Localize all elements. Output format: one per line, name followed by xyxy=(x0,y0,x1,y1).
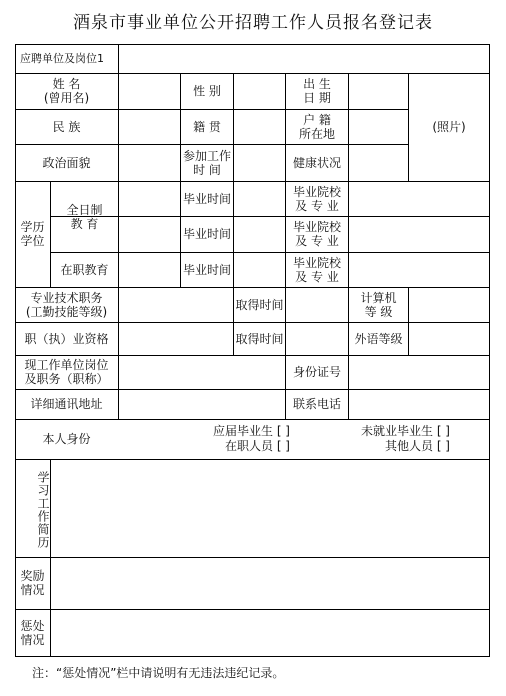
inservice-degree-input[interactable] xyxy=(119,252,180,287)
fulltime-degree-input-1[interactable] xyxy=(119,181,180,216)
applied-unit-label: 应聘单位及岗位1 xyxy=(20,51,104,65)
health-label: 健康状况 xyxy=(292,155,341,170)
grad-time-input-2[interactable] xyxy=(234,216,285,252)
opt-fresh-grad[interactable]: 应届毕业生 [ ] xyxy=(213,424,290,438)
grad-school-input-3[interactable] xyxy=(349,252,489,287)
hukou-label: 户 籍 所在地 xyxy=(298,112,335,141)
awards-label: 奖励 情况 xyxy=(20,569,45,597)
hukou-input[interactable] xyxy=(349,109,408,144)
grad-school-label-2: 毕业院校 及 专 业 xyxy=(292,220,341,248)
opt-other[interactable]: 其他人员 [ ] xyxy=(385,439,450,453)
fulltime-label: 全日制 教 育 xyxy=(66,202,103,231)
current-job-input[interactable] xyxy=(119,355,285,389)
grad-school-label-1: 毕业院校 及 专 业 xyxy=(292,184,341,213)
qualification-label: 职（执）业资格 xyxy=(24,331,109,346)
politics-input[interactable] xyxy=(119,144,180,181)
id-number-input[interactable] xyxy=(349,355,489,389)
tech-title-input[interactable] xyxy=(119,287,233,322)
grad-school-input-1[interactable] xyxy=(349,181,489,216)
obtain-time-label-1: 取得时间 xyxy=(235,297,284,312)
native-place-input[interactable] xyxy=(234,109,285,144)
applied-unit-input[interactable] xyxy=(119,44,489,73)
grad-time-label-3: 毕业时间 xyxy=(182,262,231,277)
address-label: 详细通讯地址 xyxy=(30,397,103,411)
current-job-label: 现工作单位岗位 及职务（职称） xyxy=(24,358,109,386)
grad-school-label-3: 毕业院校 及 专 业 xyxy=(292,255,341,284)
obtain-time-input-2[interactable] xyxy=(286,322,348,355)
birth-label: 出 生 日 期 xyxy=(303,77,331,105)
address-input[interactable] xyxy=(119,389,285,419)
ethnicity-label: 民 族 xyxy=(52,119,81,134)
inservice-label: 在职教育 xyxy=(60,262,109,277)
qualification-input[interactable] xyxy=(119,322,233,355)
name-input[interactable] xyxy=(119,73,180,109)
penalties-input[interactable] xyxy=(51,609,489,656)
computer-label: 计算机 等 级 xyxy=(360,290,397,319)
education-label: 学历 学位 xyxy=(20,220,45,248)
gender-input[interactable] xyxy=(234,73,285,109)
grad-time-input-3[interactable] xyxy=(234,252,285,287)
ethnicity-input[interactable] xyxy=(119,109,180,144)
name-label: 姓 名 (曾用名) xyxy=(43,77,90,105)
language-label: 外语等级 xyxy=(354,331,403,346)
politics-label: 政治面貌 xyxy=(42,155,91,170)
phone-label: 联系电话 xyxy=(292,397,341,411)
identity-label: 本人身份 xyxy=(42,432,91,446)
id-number-label: 身份证号 xyxy=(292,365,341,379)
resume-label: 学习工作简历 xyxy=(36,470,50,549)
grad-time-label-1: 毕业时间 xyxy=(182,191,231,206)
obtain-time-label-2: 取得时间 xyxy=(235,331,284,346)
grad-school-input-2[interactable] xyxy=(349,216,489,252)
obtain-time-input-1[interactable] xyxy=(286,287,348,322)
work-start-label: 参加工作 时 间 xyxy=(182,148,231,177)
grad-time-label-2: 毕业时间 xyxy=(182,227,231,241)
computer-input[interactable] xyxy=(409,287,489,322)
gender-label: 性 别 xyxy=(193,84,221,98)
tech-title-label: 专业技术职务 (工勤技能等级) xyxy=(25,290,108,319)
resume-input[interactable] xyxy=(51,459,489,557)
form-title: 酒泉市事业单位公开招聘工作人员报名登记表 xyxy=(73,13,433,33)
photo-box[interactable]: (照片) xyxy=(432,120,466,134)
health-input[interactable] xyxy=(349,144,408,181)
work-start-input[interactable] xyxy=(234,144,285,181)
opt-unemployed-grad[interactable]: 未就业毕业生 [ ] xyxy=(361,424,450,438)
penalties-label: 惩处 情况 xyxy=(20,618,45,647)
native-place-label: 籍 贯 xyxy=(193,119,221,134)
phone-input[interactable] xyxy=(349,389,489,419)
language-input[interactable] xyxy=(409,322,489,355)
fulltime-degree-input-2[interactable] xyxy=(119,216,180,252)
grad-time-input-1[interactable] xyxy=(234,181,285,216)
footnote: 注：“惩处情况”栏中请说明有无违法违纪记录。 xyxy=(32,666,285,680)
awards-input[interactable] xyxy=(51,557,489,609)
opt-employed[interactable]: 在职人员 [ ] xyxy=(225,439,290,453)
birth-input[interactable] xyxy=(349,73,408,109)
